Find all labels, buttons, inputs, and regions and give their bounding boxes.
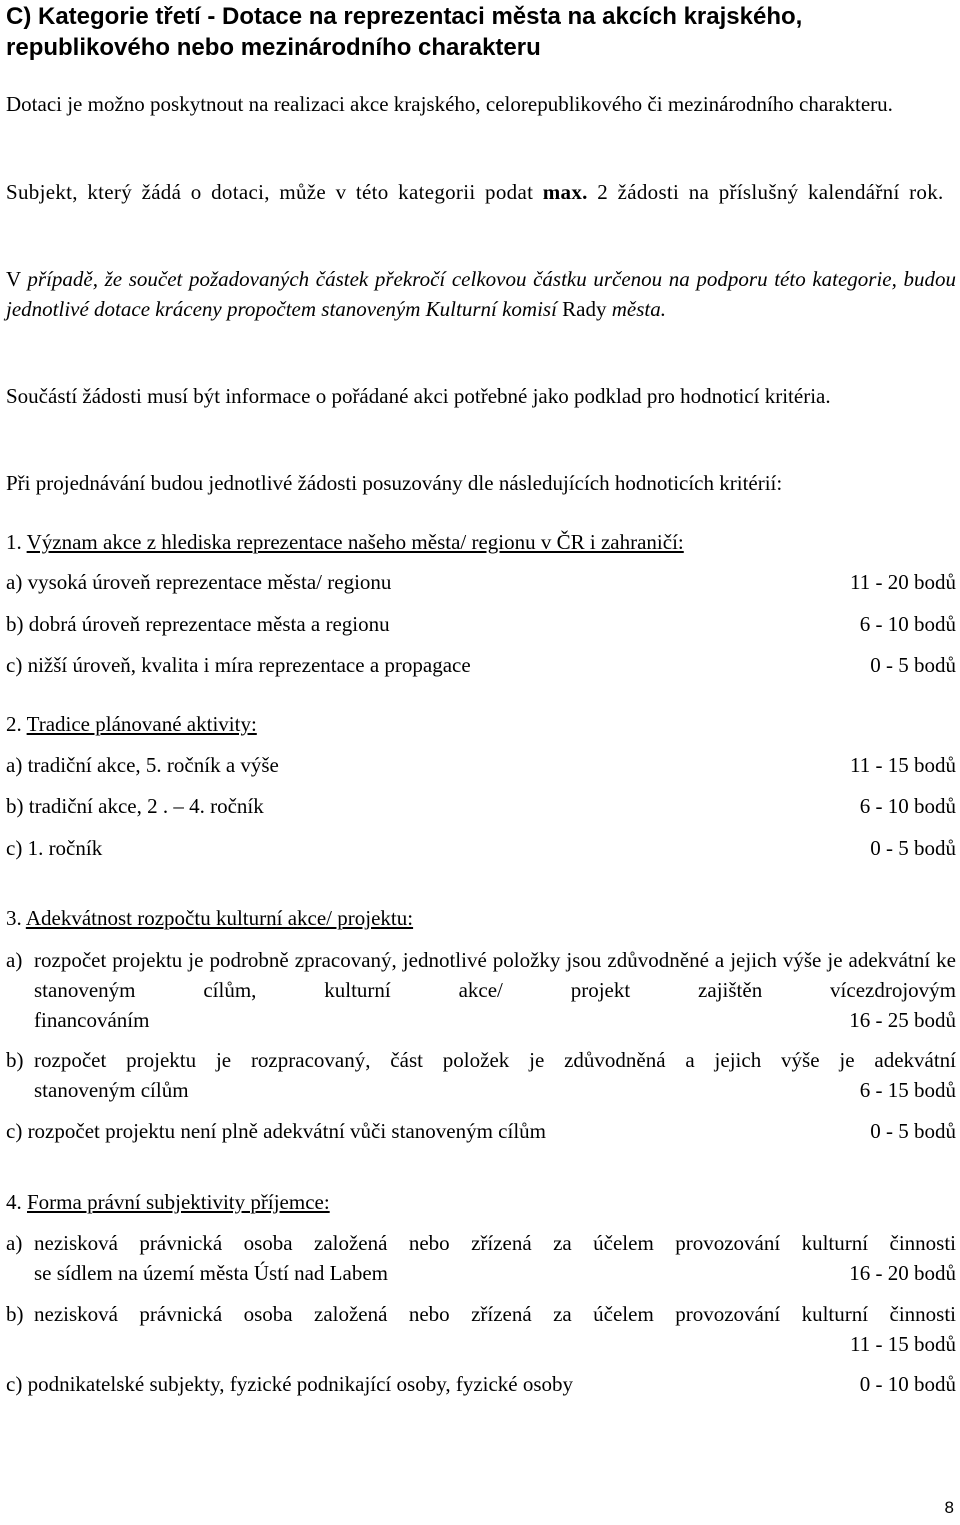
criterion-3-item-c	[6, 1116, 956, 1146]
intro-paragraph-4: Součástí žádosti musí být informace o pořádané akci potřebné jako podklad pro hodnoticí kritéria.	[6, 384, 831, 408]
item-points: 16 - 20 bodů	[849, 1261, 956, 1285]
item-label: a)	[6, 948, 23, 972]
criterion-4-title: Forma právní subjektivity příjemce:	[27, 1190, 330, 1214]
item-last-line	[34, 1005, 956, 1035]
criterion-4-heading	[6, 1187, 956, 1217]
item-text: nezisková právnická osoba založená nebo zřízená za účelem provozování kulturní činnosti	[34, 1302, 956, 1326]
page-title: C) Kategorie třetí - Dotace na reprezentaci města na akcích krajského, republikového nebo mezinárodního charakteru	[6, 3, 803, 61]
criterion-2-item-b	[6, 791, 956, 821]
intro-p2-text-a: Subjekt, který žádá o dotaci, může v této kategorii podat	[6, 180, 543, 204]
item-points: 0 - 5 bodů	[870, 653, 956, 677]
item-points: 6 - 15 bodů	[859, 1078, 956, 1102]
item-text: rozpočet projektu je podrobně zpracovaný, jednotlivé položky jsou zdůvodněné a jejich výše je adekvátní ke stanoveným cílům, kulturní akce/ projekt zajištěn vícezdrojovým	[34, 948, 956, 1002]
item-points: 0 - 5 bodů	[870, 836, 956, 860]
criterion-3-title: Adekvátnost rozpočtu kulturní akce/ projektu:	[25, 906, 414, 930]
item-text: c) podnikatelské subjekty, fyzické podnikající osoby, fyzické osoby	[6, 1372, 574, 1396]
criterion-3-heading	[6, 903, 956, 933]
intro-paragraph-1: Dotaci je možno poskytnout na realizaci akce krajského, celorepublikového či mezinárodního charakteru.	[6, 92, 893, 116]
criterion-4-number: 4.	[6, 1190, 27, 1214]
item-text: a) vysoká úroveň reprezentace města/ regionu	[6, 570, 392, 594]
page-number: 8	[944, 1498, 954, 1517]
item-text-end: se sídlem na území města Ústí nad Labem	[34, 1261, 388, 1285]
item-points: 0 - 10 bodů	[859, 1372, 956, 1396]
item-points: 11 - 15 bodů	[850, 1332, 956, 1356]
item-last-line	[34, 1075, 956, 1105]
criterion-4-item-a	[6, 1228, 956, 1288]
criterion-2-item-c	[6, 833, 956, 863]
item-text-end: stanoveným cílům	[34, 1078, 189, 1102]
intro-paragraph-5: Při projednávání budou jednotlivé žádosti posuzovány dle následujících hodnoticích kritérií:	[6, 471, 783, 495]
item-points: 16 - 25 bodů	[849, 1008, 956, 1032]
intro-p3-text-a: V	[6, 267, 28, 291]
criterion-1-item-a	[6, 567, 956, 597]
item-text: c) 1. ročník	[6, 836, 103, 860]
criterion-3-item-a	[6, 945, 956, 1035]
item-label: b)	[6, 1048, 24, 1072]
item-text-end: financováním	[34, 1008, 150, 1032]
item-points: 11 - 15 bodů	[850, 753, 956, 777]
intro-p2-text-b: 2 žádosti na příslušný kalendářní rok.	[587, 180, 944, 204]
criterion-4-item-c	[6, 1369, 956, 1399]
item-points: 6 - 10 bodů	[859, 612, 956, 636]
item-last-line	[34, 1258, 956, 1288]
item-label: b)	[6, 1302, 24, 1326]
criterion-1-heading	[6, 527, 956, 557]
intro-paragraph-3	[6, 264, 956, 324]
item-last-line	[34, 1329, 956, 1359]
item-text: nezisková právnická osoba založená nebo zřízená za účelem provozování kulturní činnosti	[34, 1231, 956, 1255]
intro-p3-text-b: Rady	[556, 297, 612, 321]
item-text: b) tradiční akce, 2 . – 4. ročník	[6, 794, 264, 818]
criterion-1-item-c	[6, 650, 956, 680]
item-points: 0 - 5 bodů	[870, 1119, 956, 1143]
intro-paragraph-2	[6, 177, 956, 207]
criterion-2-title: Tradice plánované aktivity:	[26, 712, 257, 736]
criterion-1-title: Význam akce z hlediska reprezentace našeho města/ regionu v ČR i zahraničí:	[26, 530, 684, 554]
item-text: b) dobrá úroveň reprezentace města a regionu	[6, 612, 390, 636]
criterion-2-number: 2.	[6, 712, 27, 736]
criterion-3-number: 3.	[6, 906, 26, 930]
item-label: a)	[6, 1231, 23, 1255]
item-points: 6 - 10 bodů	[859, 794, 956, 818]
criterion-3-item-b	[6, 1045, 956, 1105]
intro-p3-italic: případě, že součet požadovaných částek překročí celkovou částku určenou na podporu této kategorie, budou jednotlivé dotace kráceny propočtem stanoveným Kulturní komisí	[6, 267, 956, 321]
item-text: a) tradiční akce, 5. ročník a výše	[6, 753, 279, 777]
item-points: 11 - 20 bodů	[850, 570, 956, 594]
criterion-1-item-b	[6, 609, 956, 639]
criterion-2-item-a	[6, 750, 956, 780]
intro-p3-italic-2: města.	[611, 297, 666, 321]
item-text: c) nižší úroveň, kvalita i míra reprezentace a propagace	[6, 653, 471, 677]
intro-p2-bold: max.	[542, 180, 588, 204]
criterion-2-heading	[6, 709, 956, 739]
item-text: rozpočet projektu je rozpracovaný, část položek je zdůvodněná a jejich výše je adekvátní	[34, 1048, 956, 1072]
item-text: c) rozpočet projektu není plně adekvátní vůči stanoveným cílům	[6, 1119, 546, 1143]
criterion-1-number: 1.	[6, 530, 27, 554]
criterion-4-item-b	[6, 1299, 956, 1359]
